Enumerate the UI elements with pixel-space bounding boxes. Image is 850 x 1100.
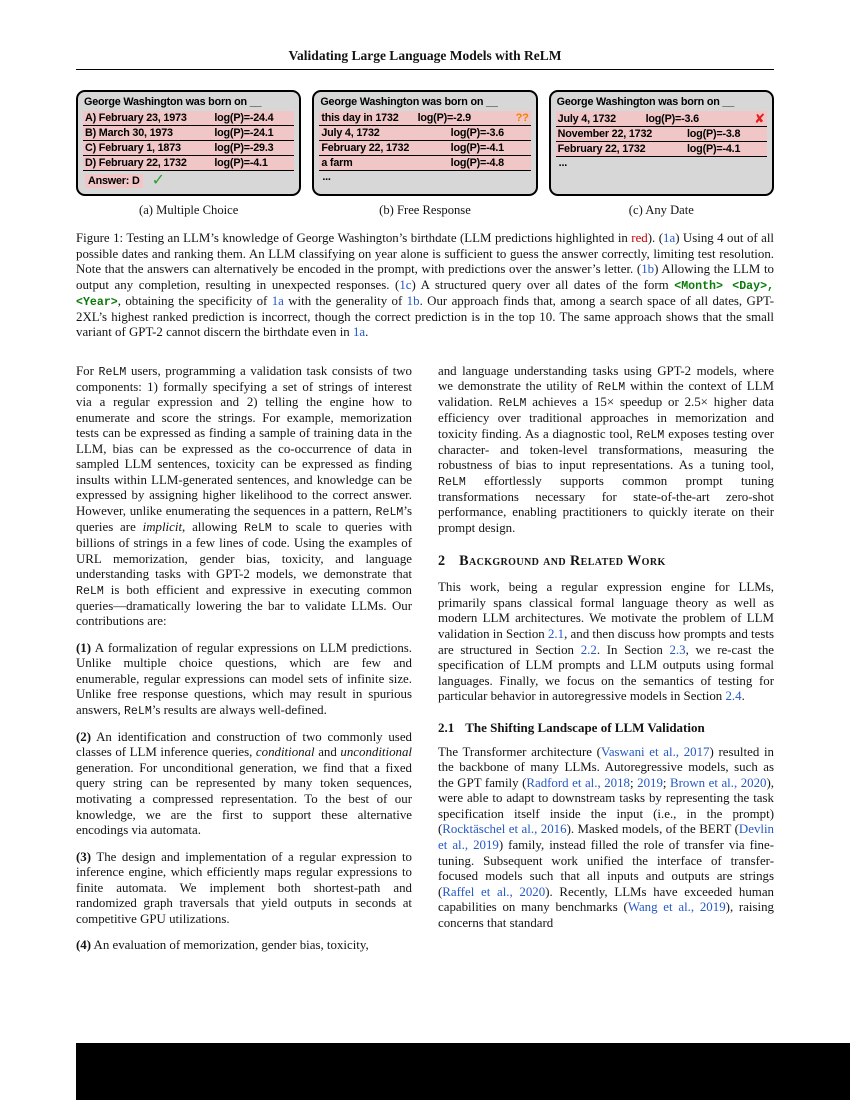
reference-link[interactable]: Radford et al., 2018 <box>526 775 631 790</box>
text-segment: generation. For unconditional generation, we find that a fixed query string can be represented by many token sequences, motivating a compressed representation. To the best of our knowledge, we are the first to support these alternative encodings via automata. <box>76 760 412 838</box>
text-segment: ). Recently, LLMs have exceeded human capabilities on many benchmarks ( <box>438 884 774 915</box>
prediction-row <box>319 111 530 126</box>
section-2-intro <box>438 580 774 704</box>
prompt-text: George Washington was born on __ <box>320 96 498 108</box>
text-segment: achieves a 15× speedup or 2.5× higher data efficiency over traditional approaches in memorization and toxicity finding. As a diagnostic tool, <box>438 395 774 441</box>
reference-link[interactable]: 1b <box>406 293 420 308</box>
text-segment: ; <box>662 775 671 790</box>
option-text: B) March 30, 1973 <box>85 127 173 139</box>
text-segment: and <box>314 745 341 760</box>
prediction-row <box>83 156 294 171</box>
reference-link[interactable]: 2.2 <box>580 642 597 657</box>
completion-text: July 4, 1732 <box>557 112 616 125</box>
text-segment: ) resulted in the backbone of many LLMs. Autoregressive models, such as the GPT family ( <box>438 744 774 790</box>
reference-link[interactable]: 2.3 <box>669 642 686 657</box>
text-segment: , allowing <box>182 519 245 534</box>
figure-panel-multiple-choice <box>76 90 301 218</box>
inline-code: ReLM <box>375 506 404 520</box>
prediction-row <box>83 141 294 156</box>
figure-panels <box>76 90 774 218</box>
logp-value: log(P)=-3.6 <box>645 112 699 125</box>
body-paragraph <box>76 364 412 630</box>
reference-link[interactable]: 2019 <box>637 775 663 790</box>
completion-text: November 22, 1732 <box>557 128 653 140</box>
inline-code: <Month> <Day>, <Year> <box>76 279 774 309</box>
reference-link[interactable]: 1a <box>271 293 284 308</box>
text-segment: Figure 1: Testing an LLM’s knowledge of George Washington’s birthdate (LLM predictions highlighted in <box>76 231 632 245</box>
cross-icon: ✘ <box>754 111 765 126</box>
option-text: A) February 23, 1973 <box>85 112 187 124</box>
prediction-row <box>83 126 294 141</box>
contribution-4 <box>76 938 412 954</box>
text-segment: ). Masked models, of the BERT ( <box>566 822 739 837</box>
prediction-row <box>319 126 530 141</box>
text-segment: ; <box>630 775 638 790</box>
text-segment: . <box>365 325 369 340</box>
text-segment: (2) <box>76 729 92 744</box>
text-segment: , obtaining the specificity of <box>117 293 272 308</box>
inline-code: ReLM <box>438 475 466 489</box>
text-segment: . Our approach finds that, among a search space of all dates, GPT-2XL’s highest ranked prediction is incorrect, though the correct prediction is in the top 10. The same approach shows that the small variant of GPT-2 cannot discern the birthdate even in <box>76 293 774 340</box>
text-segment: ) family, instead filled the role of transfer via fine-tuning. Subsequent work unified the interface of transfer-focused models such that all inputs and outputs are strings ( <box>438 838 774 899</box>
panel-box-c <box>549 90 774 196</box>
check-icon: ✓ <box>151 172 165 189</box>
contribution-3 <box>76 850 412 928</box>
inline-code: ReLM <box>123 704 152 718</box>
paper-running-title: Validating Large Language Models with ReLM <box>288 48 562 63</box>
logp-value: log(P)=-4.1 <box>214 157 268 169</box>
text-segment: users, programming a validation task consists of two components: 1) formally specifying a set of strings of interest via a regular expression and 2) telling the engine how to enumerate and score the strings. For example, memorization tests can be expressed as finding a sample of training data in the LLM, bias can be expressed as the co-occurrence of data in sampled LLM sentences, toxicity can be expressed as finding insults within LLM-generated sentences, and knowledge can be expressed by assigning higher likelihood to the correct answer. However, unlike enumerating the sequences in a pattern, <box>76 363 412 519</box>
page-content <box>76 0 774 965</box>
question-marks-icon: ?? <box>515 111 529 124</box>
reference-link[interactable]: Devlin et al., 2019 <box>438 822 775 853</box>
text-segment: . In Section <box>596 642 670 657</box>
prediction-row <box>556 127 767 142</box>
text-segment: For <box>76 363 99 378</box>
reference-link[interactable]: 1a <box>663 231 676 245</box>
text-segment: within the context of LLM validation. <box>438 379 774 410</box>
text-segment: . <box>741 689 745 704</box>
text-segment: (4) <box>76 938 92 953</box>
prediction-row <box>319 141 530 156</box>
text-segment: ) A structured query over all dates of the form <box>411 277 675 292</box>
reference-link[interactable]: 1a <box>352 325 366 340</box>
subsection-2-1-heading <box>438 720 774 736</box>
text-segment: A formalization of regular expressions on LLM predictions. Unlike multiple choice questions, which are few and enumerable, regular expressions can model sets of infinite size. Unlike free response questions, which may result in spurious answers, <box>76 640 412 717</box>
reference-link[interactable]: 1b <box>641 262 655 277</box>
inline-code: ReLM <box>636 428 665 442</box>
text-segment: , we re-cast the specification of LLM prompts and LLM outputs using formal languages. Finally, we focus on the semantics of testing for particular behavior in autoregressive models in Section <box>438 642 774 704</box>
figure-panel-free-response <box>312 90 537 218</box>
subsection-2-1-paragraph <box>438 745 774 932</box>
completion-text: February 22, 1732 <box>557 143 646 155</box>
text-segment: effortlessly supports common prompt tuning transformations necessary for state-of-the-art zero-shot performance, enabling practitioners to quickly iterate on their prompt design. <box>438 473 774 535</box>
reference-link[interactable]: Raffel et al., 2020 <box>442 884 546 899</box>
logp-value: log(P)=-3.8 <box>686 128 741 140</box>
option-text: C) February 1, 1873 <box>85 142 181 154</box>
text-segment: conditional <box>255 745 315 760</box>
panel-caption-c: (c) Any Date <box>628 203 694 217</box>
logp-value: log(P)=-24.4 <box>214 112 274 124</box>
body-columns <box>76 364 774 965</box>
panel-box-a <box>76 90 301 196</box>
left-column <box>76 364 412 965</box>
text-segment: The Transformer architecture ( <box>438 744 601 759</box>
text-segment: exposes testing over character- and token-level transformations, measuring the robustness of bias to input representations. As a tuning tool, <box>438 426 774 473</box>
text-segment: and language understanding tasks using GPT-2 models, where we demonstrate the utility of <box>438 363 774 394</box>
header-rule <box>76 69 774 70</box>
text-segment: (1) <box>76 640 92 655</box>
prediction-row <box>556 111 767 127</box>
body-paragraph <box>438 364 774 537</box>
logp-value: log(P)=-4.1 <box>450 142 504 154</box>
text-segment: , and then discuss how prompts and tests are structured in Section <box>438 627 774 657</box>
reference-link[interactable]: Brown et al., 2020 <box>670 775 767 790</box>
figure-1 <box>76 90 774 341</box>
bottom-black-bar <box>76 1043 850 1100</box>
inline-code: ReLM <box>597 381 626 395</box>
text-segment: (3) <box>76 849 92 864</box>
text-segment: unconditional <box>340 745 413 760</box>
contribution-1 <box>76 641 412 719</box>
prompt-text: George Washington was born on __ <box>556 96 735 108</box>
section-title: Background and Related Work <box>459 553 666 570</box>
text-segment: This work, being a regular expression engine for LLMs, primarily spans classical formal language theory as well as modern LLM architectures. We motivate the problem of LLM validation in Section <box>438 580 774 642</box>
text-segment: An evaluation of memorization, gender bias, toxicity, <box>91 938 369 953</box>
reference-link[interactable]: Vaswani et al., 2017 <box>600 744 710 759</box>
figure-caption <box>76 231 774 341</box>
logp-value: log(P)=-29.3 <box>214 142 274 154</box>
answer-text: Answer: D <box>85 174 143 188</box>
text-segment: with the generality of <box>283 293 407 308</box>
panel-caption-b: (b) Free Response <box>379 203 471 217</box>
reference-link[interactable]: 2.1 <box>547 627 565 642</box>
text-segment: is both efficient and expressive in executing common queries—dramatically lowering the bar to validate LLMs. Our contributions are: <box>76 582 412 629</box>
inline-code: ReLM <box>498 397 527 411</box>
logp-value: log(P)=-4.1 <box>686 143 741 155</box>
inline-code: ReLM <box>76 584 104 598</box>
prediction-row <box>319 156 530 171</box>
section-number: 2 <box>438 553 446 570</box>
running-head <box>76 0 774 70</box>
text-segment: ). ( <box>647 231 664 245</box>
reference-link[interactable]: 1c <box>399 277 412 292</box>
text-segment: to scale to queries with billions of strings in a few lines of code. Using the examples of URL memorization, gender bias, toxicity, and language understanding tasks with GPT-2 models, we demonstrate that <box>76 519 413 582</box>
ellipsis-row: ... <box>322 171 331 183</box>
prediction-row <box>556 142 767 157</box>
section-2-heading <box>438 553 774 570</box>
inline-code: ReLM <box>98 365 127 379</box>
highlighted-word: red <box>631 231 648 245</box>
answer-row <box>83 173 294 189</box>
text-segment: ), were able to adapt to downstream tasks by representing the task specification itself inside the input (i.e., in the prompt) ( <box>438 775 775 837</box>
reference-link[interactable]: 2.4 <box>725 689 742 704</box>
text-segment: ), raising concerns that standard <box>438 900 775 930</box>
subsection-number: 2.1 <box>438 719 455 735</box>
right-column <box>438 364 774 965</box>
logp-value: log(P)=-4.8 <box>450 157 504 169</box>
completion-text: a farm <box>321 157 353 169</box>
reference-link[interactable]: Rocktäschel et al., 2016 <box>442 822 567 837</box>
logp-value: log(P)=-24.1 <box>214 127 274 139</box>
completion-text: this day in 1732 <box>321 112 399 124</box>
completion-text: July 4, 1732 <box>321 127 380 139</box>
logp-value: log(P)=-2.9 <box>417 112 471 124</box>
figure-panel-any-date <box>549 90 774 218</box>
contribution-2 <box>76 730 412 839</box>
text-segment: ’s results are always well-defined. <box>151 702 327 717</box>
option-text: D) February 22, 1732 <box>85 157 187 169</box>
panel-box-b <box>312 90 537 196</box>
inline-code: ReLM <box>244 521 272 535</box>
text-segment: ’s queries are <box>76 504 412 534</box>
ellipsis-row: ... <box>558 157 568 169</box>
reference-link[interactable]: Wang et al., 2019 <box>627 900 726 915</box>
text-segment: ) Using 4 out of all possible dates and ranking them. An LLM classifying on year alone is sufficient to guess the answer correctly, limiting test resolution. Note that the answers can alternatively be encoded in the prompt, with predictions over the answer’s letter. ( <box>76 231 775 277</box>
text-segment: An identification and construction of two commonly used classes of LLM inference queries, <box>76 729 412 760</box>
logp-value: log(P)=-3.6 <box>450 127 504 139</box>
subsection-title: The Shifting Landscape of LLM Validation <box>465 719 705 735</box>
text-segment: implicit <box>142 519 183 534</box>
text-segment: ) Allowing the LLM to output any completion, resulting in unexpected responses. ( <box>76 262 774 292</box>
panel-caption-a: (a) Multiple Choice <box>139 203 239 217</box>
prompt-text: George Washington was born on __ <box>84 96 262 108</box>
prediction-row <box>83 111 294 126</box>
completion-text: February 22, 1732 <box>321 142 410 154</box>
text-segment: The design and implementation of a regular expression to inference engine, which efficiently maps regular expressions to finite automata. We implement both shortest-path and randomized graph traversals that yield outputs in seconds at competitive GPU utilizations. <box>76 849 412 926</box>
